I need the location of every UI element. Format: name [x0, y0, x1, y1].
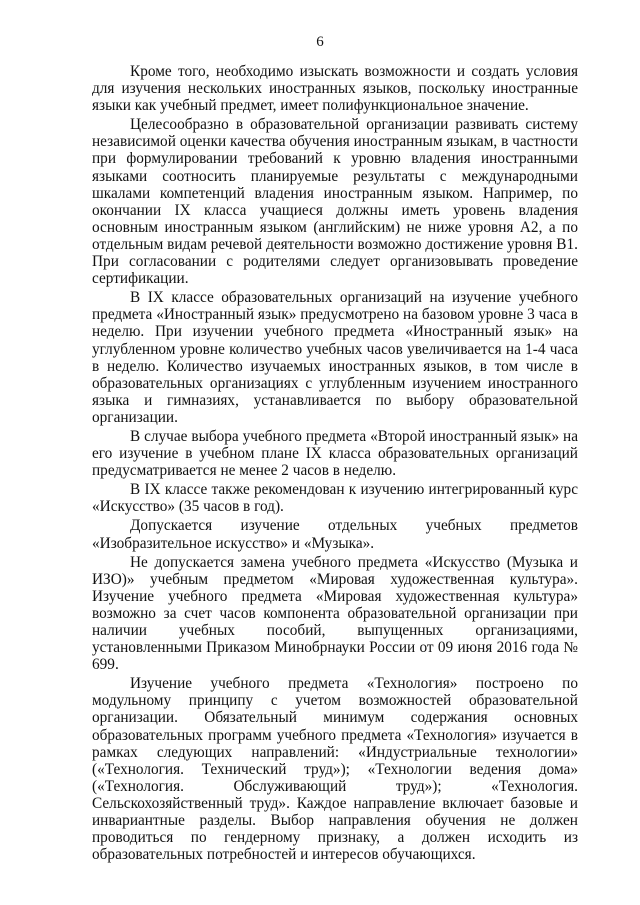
paragraph-world-art-culture: Не допускается замена учебного предмета «Искусство (Музыка и ИЗО)» учебным предметом «Мировая художественная культура». Изучение учебного предмета «Мировая художественная культура» возможно за счет часов компонента образовательной организации при наличии учебных пособий, выпущенных организациями, установленными Приказом Минобрнауки России от 09 июня 2016 года № 699.	[92, 553, 578, 674]
document-body	[92, 63, 578, 865]
paragraph-assessment-system: Целесообразно в образовательной организации развивать систему независимой оценки качества обучения иностранным языкам, в частности при формулировании требований к уровню владения иностранными языками соотносить планируемые результаты с международными шкалами компетенций владения иностранным языком. Например, по окончании IX класса учащиеся должны иметь уровень владения основным иностранным языком (английским) не ниже уровня А2, а по отдельным видам речевой деятельности возможно достижение уровня В1. При согласовании с родителями следует организовывать проведение сертификации.	[92, 116, 578, 288]
paragraph-technology: Изучение учебного предмета «Технология» построено по модульному принципу с учетом возможностей образовательной организации. Обязательный минимум содержания основных образовательных программ учебного предмета «Технология» изучается в рамках следующих направлений: «Индустриальные технологии» («Технология. Технический труд»); «Технологии ведения дома» («Технология. Обслуживающий труд»); «Технология. Сельскохозяйственный труд». Каждое направление включает базовые и инвариантные разделы. Выбор направления обучения не должен проводиться по гендерному признаку, а должен исходить из образовательных потребностей и интересов обучающихся.	[92, 675, 578, 864]
paragraph-second-foreign-language: В случае выбора учебного предмета «Второй иностранный язык» на его изучение в учебном плане IX класса образовательных организаций предусматривается не менее 2 часов в неделю.	[92, 427, 578, 480]
paragraph-foreign-languages-conditions: Кроме того, необходимо изыскать возможности и создать условия для изучения нескольких иностранных языков, поскольку иностранные языки как учебный предмет, имеет полифункциональное значение.	[92, 63, 578, 115]
paragraph-foreign-language-hours: В IX классе образовательных организаций на изучение учебного предмета «Иностранный язык» предусмотрено на базовом уровне 3 часа в неделю. При изучении учебного предмета «Иностранный язык» на углубленном уровне количество учебных часов увеличивается на 1-4 часа в неделю. Количество изучаемых иностранных языков, в том числе в образовательных организациях с углубленным изучением иностранного языка и гимназиях, устанавливается по выбору образовательной организации.	[92, 289, 578, 426]
paragraph-art-course: В IX классе также рекомендован к изучению интегрированный курс «Искусство» (35 часов в год).	[92, 481, 578, 516]
page-number: 6	[316, 34, 324, 50]
paragraph-separate-subjects: Допускается изучение отдельных учебных предметов «Изобразительное искусство» и «Музыка».	[92, 517, 578, 552]
